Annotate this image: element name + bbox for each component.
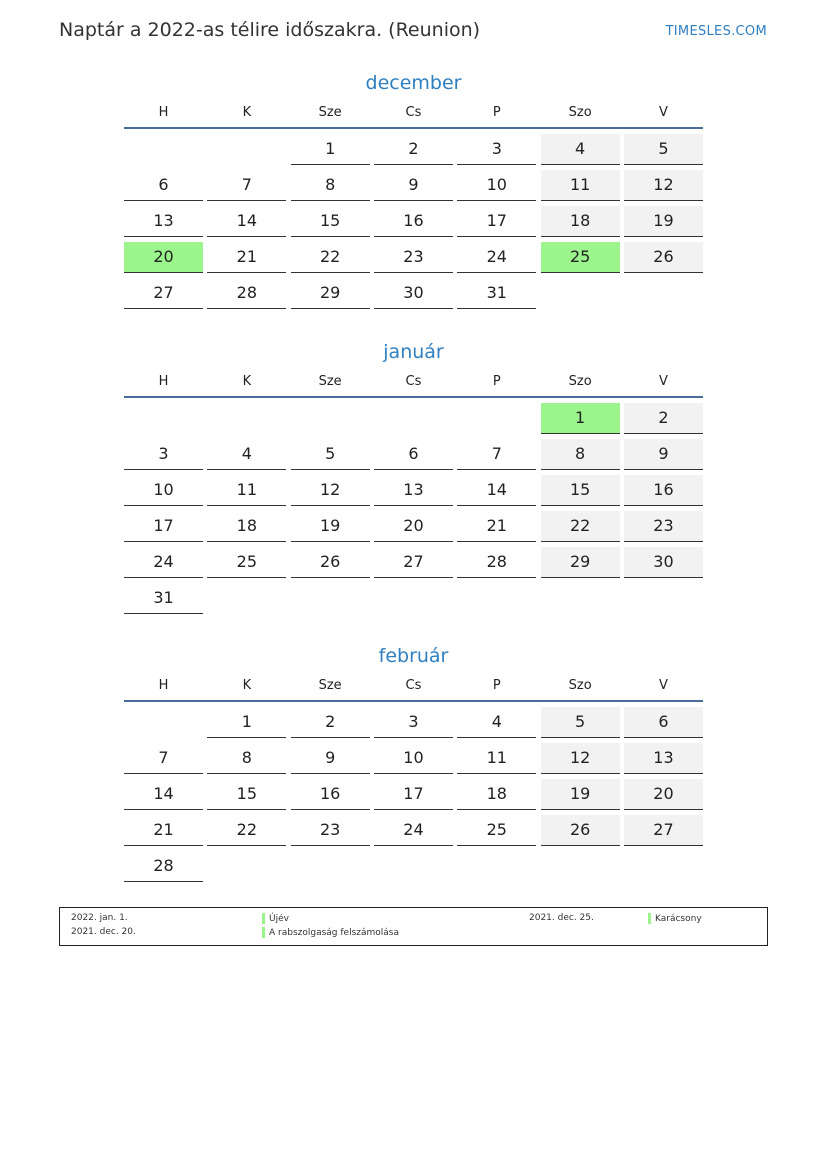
weekday-label: Cs (405, 374, 422, 389)
week-row (124, 403, 703, 434)
day-cell: 7 (124, 743, 203, 774)
weekday-label: K (242, 105, 252, 120)
day-cell: 29 (291, 278, 370, 309)
week-row (124, 815, 703, 846)
empty-day-cell (457, 851, 536, 881)
holiday-color-swatch (262, 927, 265, 938)
day-cell: 16 (291, 779, 370, 810)
weekend-day-cell: 11 (541, 170, 620, 201)
empty-day-cell (624, 851, 703, 881)
empty-day-cell (124, 707, 203, 737)
day-cell: 17 (124, 511, 203, 542)
day-cell: 21 (207, 242, 286, 273)
weekend-day-cell: 2 (624, 403, 703, 434)
day-cell: 7 (457, 439, 536, 470)
day-cell: 6 (124, 170, 203, 201)
weekday-label: H (158, 678, 169, 693)
legend-date: 2022. jan. 1. (71, 913, 128, 923)
weekday-label: V (659, 678, 668, 693)
day-cell: 23 (291, 815, 370, 846)
day-cell: 2 (291, 707, 370, 738)
holiday-color-swatch (262, 913, 265, 924)
empty-day-cell (291, 403, 370, 433)
day-cell: 8 (207, 743, 286, 774)
empty-day-cell (207, 851, 286, 881)
month-december (124, 69, 703, 314)
legend-holiday (648, 913, 702, 924)
day-cell: 12 (291, 475, 370, 506)
day-cell: 24 (124, 547, 203, 578)
weekend-day-cell: 30 (624, 547, 703, 578)
weekday-label: Sze (318, 678, 342, 693)
day-cell: 28 (207, 278, 286, 309)
day-cell: 31 (457, 278, 536, 309)
day-cell: 27 (374, 547, 453, 578)
weekday-label: Cs (405, 678, 422, 693)
empty-day-cell (457, 403, 536, 433)
empty-day-cell (291, 851, 370, 881)
day-cell: 24 (374, 815, 453, 846)
site-link[interactable]: TIMESLES.COM (665, 24, 767, 39)
day-cell: 1 (207, 707, 286, 738)
day-cell: 16 (374, 206, 453, 237)
holiday-legend (59, 907, 768, 946)
weekday-label: K (242, 374, 252, 389)
weekend-day-cell: 27 (624, 815, 703, 846)
weekday-label: V (659, 374, 668, 389)
day-cell: 14 (457, 475, 536, 506)
weekend-day-cell: 12 (624, 170, 703, 201)
weekend-day-cell: 19 (624, 206, 703, 237)
day-cell: 23 (374, 242, 453, 273)
day-cell: 24 (457, 242, 536, 273)
day-cell: 21 (457, 511, 536, 542)
weekend-day-cell: 6 (624, 707, 703, 738)
empty-day-cell (207, 583, 286, 613)
weekday-label: Sze (318, 374, 342, 389)
day-cell: 27 (124, 278, 203, 309)
weekend-day-cell: 5 (624, 134, 703, 165)
week-row (124, 170, 703, 201)
weekend-day-cell: 23 (624, 511, 703, 542)
empty-day-cell (624, 278, 703, 308)
week-row (124, 547, 703, 578)
empty-day-cell (207, 403, 286, 433)
day-cell: 2 (374, 134, 453, 165)
day-cell: 18 (207, 511, 286, 542)
day-cell: 18 (457, 779, 536, 810)
weekday-label: H (158, 105, 169, 120)
day-cell: 9 (291, 743, 370, 774)
weekday-header (124, 368, 703, 398)
day-cell: 10 (124, 475, 203, 506)
weekday-label: Szo (568, 105, 592, 120)
day-cell: 11 (457, 743, 536, 774)
weekend-day-cell: 13 (624, 743, 703, 774)
day-cell: 1 (291, 134, 370, 165)
week-row (124, 206, 703, 237)
day-cell: 14 (207, 206, 286, 237)
weekday-label: V (659, 105, 668, 120)
month-title: február (378, 645, 449, 667)
weeks (124, 707, 703, 882)
day-cell: 13 (374, 475, 453, 506)
day-cell: 25 (457, 815, 536, 846)
weekend-day-cell: 26 (541, 815, 620, 846)
empty-day-cell (374, 403, 453, 433)
day-cell: 4 (207, 439, 286, 470)
empty-day-cell (207, 134, 286, 164)
week-row (124, 779, 703, 810)
legend-date: 2021. dec. 20. (71, 927, 136, 937)
day-cell: 10 (374, 743, 453, 774)
day-cell: 10 (457, 170, 536, 201)
weekend-day-cell: 22 (541, 511, 620, 542)
month-february (124, 642, 703, 887)
legend-holiday-name: A rabszolgaság felszámolása (269, 928, 399, 938)
week-row (124, 439, 703, 470)
week-row (124, 242, 703, 273)
day-cell: 5 (291, 439, 370, 470)
day-cell: 31 (124, 583, 203, 614)
day-cell: 21 (124, 815, 203, 846)
holiday-day-cell: 1 (541, 403, 620, 434)
page-title: Naptár a 2022-as télire időszakra. (Reunion) (59, 19, 481, 41)
weeks (124, 403, 703, 614)
day-cell: 15 (291, 206, 370, 237)
weekend-day-cell: 29 (541, 547, 620, 578)
day-cell: 17 (374, 779, 453, 810)
weekday-label: P (492, 105, 501, 120)
day-cell: 17 (457, 206, 536, 237)
day-cell: 3 (457, 134, 536, 165)
weekend-day-cell: 5 (541, 707, 620, 738)
empty-day-cell (541, 583, 620, 613)
day-cell: 22 (291, 242, 370, 273)
day-cell: 25 (207, 547, 286, 578)
holiday-day-cell: 20 (124, 242, 203, 273)
weekend-day-cell: 8 (541, 439, 620, 470)
day-cell: 3 (374, 707, 453, 738)
legend-holiday-name: Újév (269, 914, 289, 924)
weekend-day-cell: 19 (541, 779, 620, 810)
week-row (124, 511, 703, 542)
weekday-label: P (492, 374, 501, 389)
week-row (124, 707, 703, 738)
legend-holiday (262, 913, 289, 924)
day-cell: 3 (124, 439, 203, 470)
weekend-day-cell: 16 (624, 475, 703, 506)
day-cell: 26 (291, 547, 370, 578)
day-cell: 11 (207, 475, 286, 506)
day-cell: 14 (124, 779, 203, 810)
legend-holiday (262, 927, 399, 938)
day-cell: 19 (291, 511, 370, 542)
day-cell: 30 (374, 278, 453, 309)
weekend-day-cell: 15 (541, 475, 620, 506)
day-cell: 15 (207, 779, 286, 810)
week-row (124, 583, 703, 614)
day-cell: 4 (457, 707, 536, 738)
week-row (124, 134, 703, 165)
weekday-label: Sze (318, 105, 342, 120)
day-cell: 13 (124, 206, 203, 237)
weekday-label: H (158, 374, 169, 389)
weekend-day-cell: 20 (624, 779, 703, 810)
empty-day-cell (374, 583, 453, 613)
empty-day-cell (291, 583, 370, 613)
day-cell: 6 (374, 439, 453, 470)
weekend-day-cell: 4 (541, 134, 620, 165)
weekday-header (124, 672, 703, 702)
day-cell: 9 (374, 170, 453, 201)
weekday-label: Szo (568, 374, 592, 389)
month-title: december (365, 72, 462, 94)
empty-day-cell (124, 403, 203, 433)
day-cell: 22 (207, 815, 286, 846)
week-row (124, 475, 703, 506)
weekend-day-cell: 18 (541, 206, 620, 237)
weekday-label: Cs (405, 105, 422, 120)
empty-day-cell (541, 278, 620, 308)
weekend-day-cell: 26 (624, 242, 703, 273)
month-january (124, 338, 703, 619)
day-cell: 20 (374, 511, 453, 542)
weekday-label: K (242, 678, 252, 693)
weeks (124, 134, 703, 309)
weekend-day-cell: 12 (541, 743, 620, 774)
weekday-label: Szo (568, 678, 592, 693)
empty-day-cell (624, 583, 703, 613)
week-row (124, 851, 703, 882)
day-cell: 8 (291, 170, 370, 201)
empty-day-cell (541, 851, 620, 881)
holiday-color-swatch (648, 913, 651, 924)
empty-day-cell (124, 134, 203, 164)
day-cell: 7 (207, 170, 286, 201)
holiday-day-cell: 25 (541, 242, 620, 273)
weekday-label: P (492, 678, 501, 693)
legend-date: 2021. dec. 25. (529, 913, 594, 923)
empty-day-cell (457, 583, 536, 613)
day-cell: 28 (457, 547, 536, 578)
week-row (124, 278, 703, 309)
weekend-day-cell: 9 (624, 439, 703, 470)
weekday-header (124, 99, 703, 129)
week-row (124, 743, 703, 774)
day-cell: 28 (124, 851, 203, 882)
month-title: január (383, 341, 444, 363)
legend-holiday-name: Karácsony (655, 914, 702, 924)
empty-day-cell (374, 851, 453, 881)
